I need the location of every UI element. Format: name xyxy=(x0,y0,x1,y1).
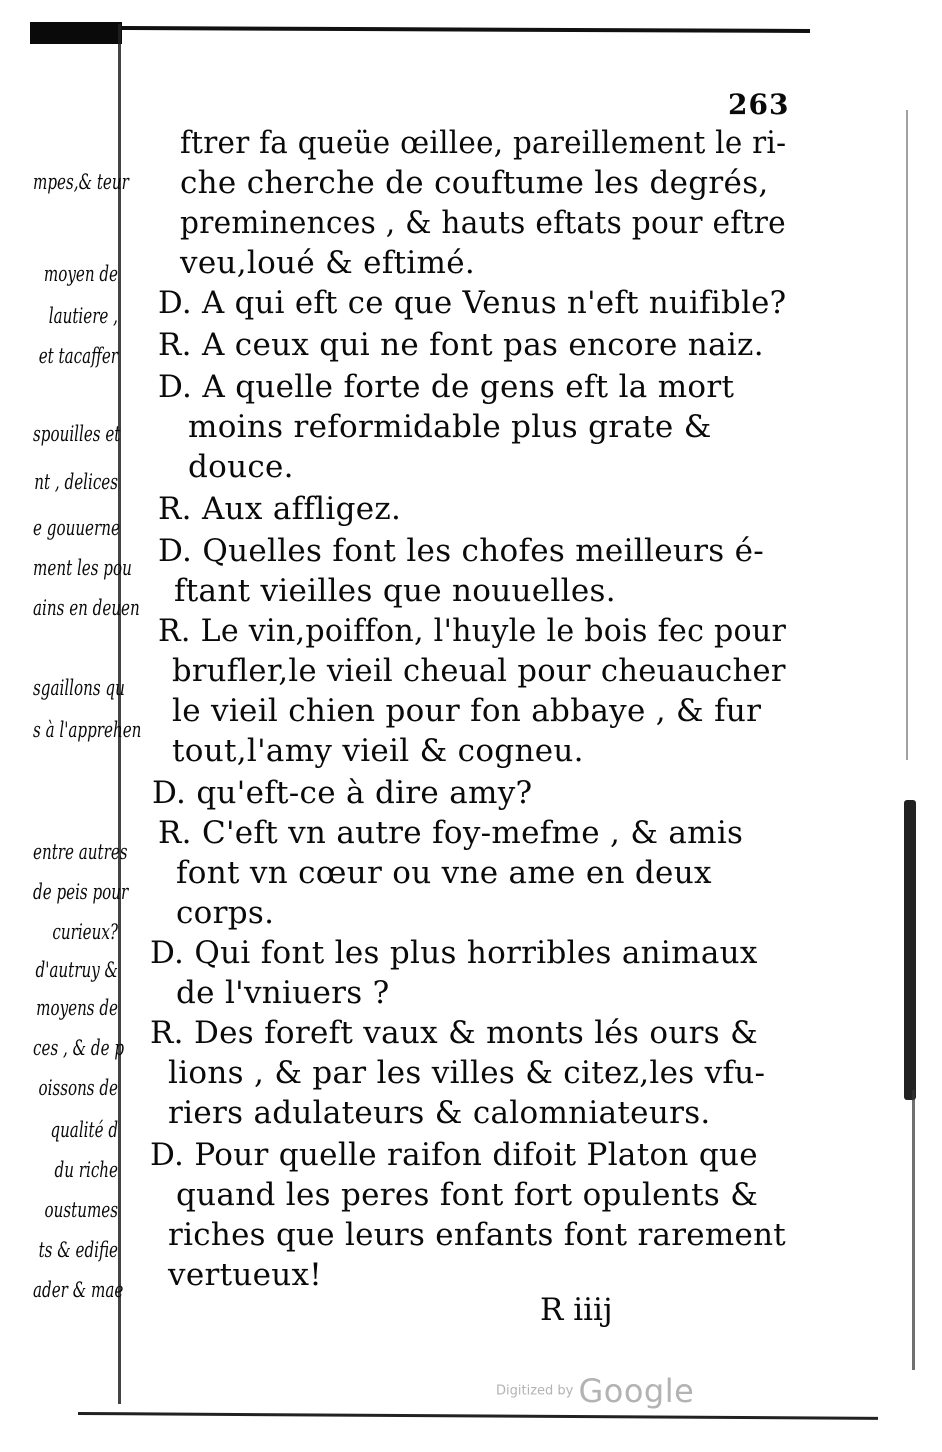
watermark-prefix: Digitized by xyxy=(496,1383,574,1399)
top-border-line xyxy=(120,26,810,33)
text-line: ftant vieilles que nouuelles. xyxy=(174,573,616,609)
text-line: D. A qui eft ce que Venus n'eft nuifible? xyxy=(158,285,787,321)
margin-fragment: oustumes xyxy=(44,1198,119,1222)
facing-page-margin xyxy=(0,0,142,1452)
text-line: R. Des foreft vaux & monts lés ours & xyxy=(150,1015,759,1051)
margin-fragment: ains en deuen xyxy=(33,596,140,620)
text-line: che cherche de couftume les degrés, xyxy=(180,165,769,201)
catchword-signature: R iiij xyxy=(540,1292,613,1328)
margin-fragment: e gouuerne xyxy=(33,516,120,540)
text-line: preminences , & hauts eftats pour eftre xyxy=(180,205,786,241)
text-line: quand les peres font fort opulents & xyxy=(176,1177,759,1213)
margin-fragment: du riche xyxy=(54,1158,118,1182)
margin-fragment: moyen de xyxy=(43,262,119,286)
page-number: 263 xyxy=(728,88,790,121)
text-line: D. qu'eft-ce à dire amy? xyxy=(152,775,533,811)
margin-fragment: lautiere , xyxy=(48,304,119,328)
text-line: moins reformidable plus grate & xyxy=(188,409,712,445)
margin-fragment: de peis pour xyxy=(33,880,129,904)
margin-fragment: curieux? xyxy=(52,920,118,944)
text-line: brufler,le vieil cheual pour cheuaucher xyxy=(172,653,786,689)
text-line: D. Quelles font les chofes meilleurs é- xyxy=(158,533,765,569)
margin-fragment: nt , delices xyxy=(34,470,118,494)
right-edge-line xyxy=(906,110,908,760)
text-line: lions , & par les villes & citez,les vfu- xyxy=(168,1055,766,1091)
text-line: font vn cœur ou vne ame en deux xyxy=(176,855,712,891)
text-line: de l'vniuers ? xyxy=(176,975,390,1011)
margin-fragment: et tacaffer xyxy=(38,344,118,368)
margin-fragment: oissons de xyxy=(38,1076,118,1100)
text-line: vertueux! xyxy=(168,1257,323,1293)
margin-fragment: moyens de xyxy=(36,996,118,1020)
text-line: le vieil chien pour fon abbaye , & fur xyxy=(172,693,762,729)
text-line: douce. xyxy=(188,449,294,485)
text-line: R. Aux affligez. xyxy=(158,491,402,527)
right-edge-line-lower xyxy=(912,1090,915,1370)
margin-fragment: sgaillons qu xyxy=(33,676,125,700)
text-line: D. Qui font les plus horribles animaux xyxy=(150,935,758,971)
text-line: riers adulateurs & calomniateurs. xyxy=(168,1095,711,1131)
text-line: corps. xyxy=(176,895,275,931)
text-line: riches que leurs enfants font rarement xyxy=(168,1217,787,1253)
margin-fragment: ts & edifie xyxy=(38,1238,119,1262)
margin-fragment: ader & mae xyxy=(33,1278,124,1302)
text-line: R. Le vin,poiffon, l'huyle le bois fec pour xyxy=(158,613,787,649)
right-edge-shadow xyxy=(904,800,916,1100)
digitized-watermark xyxy=(496,1372,694,1410)
bottom-border-line xyxy=(78,1412,878,1420)
margin-fragment: mpes,& teur xyxy=(33,170,129,194)
text-line: R. C'eft vn autre foy-mefme , & amis xyxy=(158,815,744,851)
text-line: tout,l'amy vieil & cogneu. xyxy=(172,733,584,769)
margin-fragment: ces , & de p xyxy=(33,1036,125,1060)
margin-fragment: ment les pou xyxy=(33,556,132,580)
text-line: ftrer fa queüe œillee, pareillement le ri- xyxy=(180,125,787,161)
text-line: D. A quelle forte de gens eft la mort xyxy=(158,369,735,405)
text-line: R. A ceux qui ne font pas encore naiz. xyxy=(158,327,764,363)
margin-fragment: entre autres xyxy=(33,840,128,864)
google-logo: Google xyxy=(578,1372,695,1410)
text-line: veu,loué & eftimé. xyxy=(180,245,476,281)
text-line: D. Pour quelle raifon difoit Platon que xyxy=(150,1137,758,1173)
margin-fragment: qualité d xyxy=(50,1118,118,1142)
margin-fragment: spouilles et xyxy=(33,422,121,446)
margin-fragment: d'autruy & xyxy=(35,958,118,982)
margin-fragment: s à l'apprehen xyxy=(33,718,142,742)
